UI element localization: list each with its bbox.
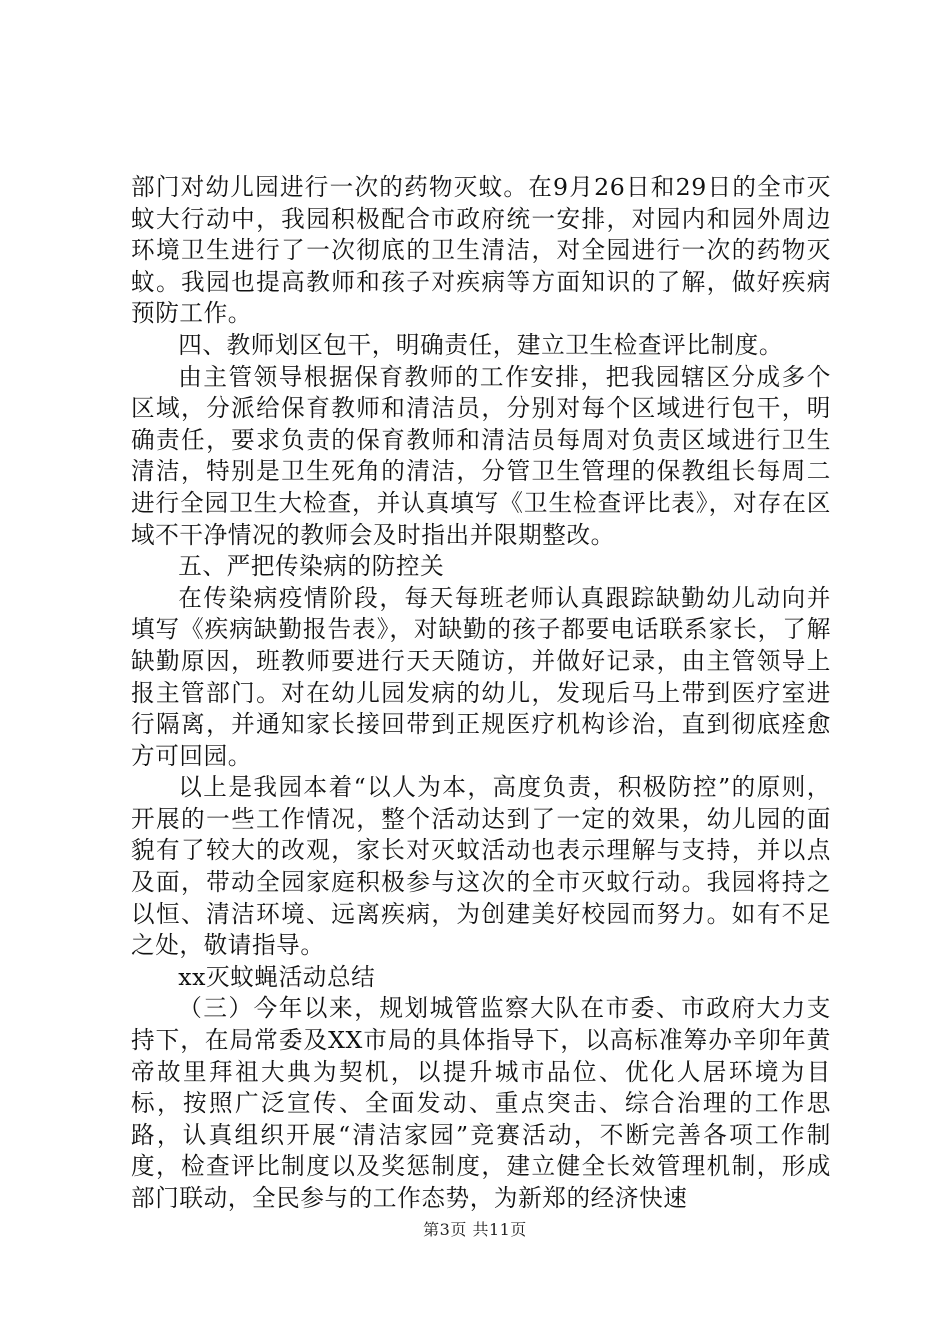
section-heading-5: 五、严把传染病的防控关 xyxy=(178,552,445,581)
document-subtitle: xx灭蚊蝇活动总结 xyxy=(178,962,376,991)
document-body xyxy=(131,172,831,1215)
paragraph-continuation: 部门对幼儿园进行一次的药物灭蚊。在9月26日和29日的全市灭蚊大行动中，我园积极配合市政府统一安排，对园内和园外周边环境卫生进行了一次彻底的卫生清洁，对全园进行一次的药物灭蚊。我园也提高教师和孩子对疾病等方面知识的了解，做好疾病预防工作。 xyxy=(131,173,831,328)
section-heading-4: 四、教师划区包干，明确责任，建立卫生检查评比制度。 xyxy=(178,330,784,359)
paragraph-conclusion: 以上是我园本着“以人为本，高度负责，积极防控”的原则，开展的一些工作情况，整个活动达到了一定的效果，幼儿园的面貌有了较大的改观，家长对灭蚊活动也表示理解与支持，并以点及面，带动全园家庭积极参与这次的全市灭蚊行动。我园将持之以恒、清洁环境、远离疾病，为创建美好校园而努力。如有不足之处，敬请指导。 xyxy=(131,773,831,960)
paragraph-section-5-body: 在传染病疫情阶段，每天每班老师认真跟踪缺勤幼儿动向并填写《疾病缺勤报告表》，对缺勤的孩子都要电话联系家长，了解缺勤原因，班教师要进行天天随访，并做好记录，由主管领导上报主管部门。对在幼儿园发病的幼儿，发现后马上带到医疗室进行隔离，并通知家长接回带到正规医疗机构诊治，直到彻底痊愈方可回园。 xyxy=(131,583,831,770)
page-footer: 第3页 共11页 xyxy=(423,1220,527,1239)
paragraph-item-3: （三）今年以来，规划城管监察大队在市委、市政府大力支持下，在局常委及XX市局的具体指导下，以高标准筹办辛卯年黄帝故里拜祖大典为契机，以提升城市品位、优化人居环境为目标，按照广泛宣传、全面发动、重点突击、综合治理的工作思路，认真组织开展“清洁家园”竞赛活动，不断完善各项工作制度，检查评比制度以及奖惩制度，建立健全长效管理机制，形成部门联动，全民参与的工作态势，为新郑的经济快速 xyxy=(131,994,831,1212)
paragraph-section-4-body: 由主管领导根据保育教师的工作安排，把我园辖区分成多个区域，分派给保育教师和清洁员，分别对每个区域进行包干，明确责任，要求负责的保育教师和清洁员每周对负责区域进行卫生清洁，特别是卫生死角的清洁，分管卫生管理的保教组长每周二进行全园卫生大检查，并认真填写《卫生检查评比表》，对存在区域不干净情况的教师会及时指出并限期整改。 xyxy=(131,362,831,549)
